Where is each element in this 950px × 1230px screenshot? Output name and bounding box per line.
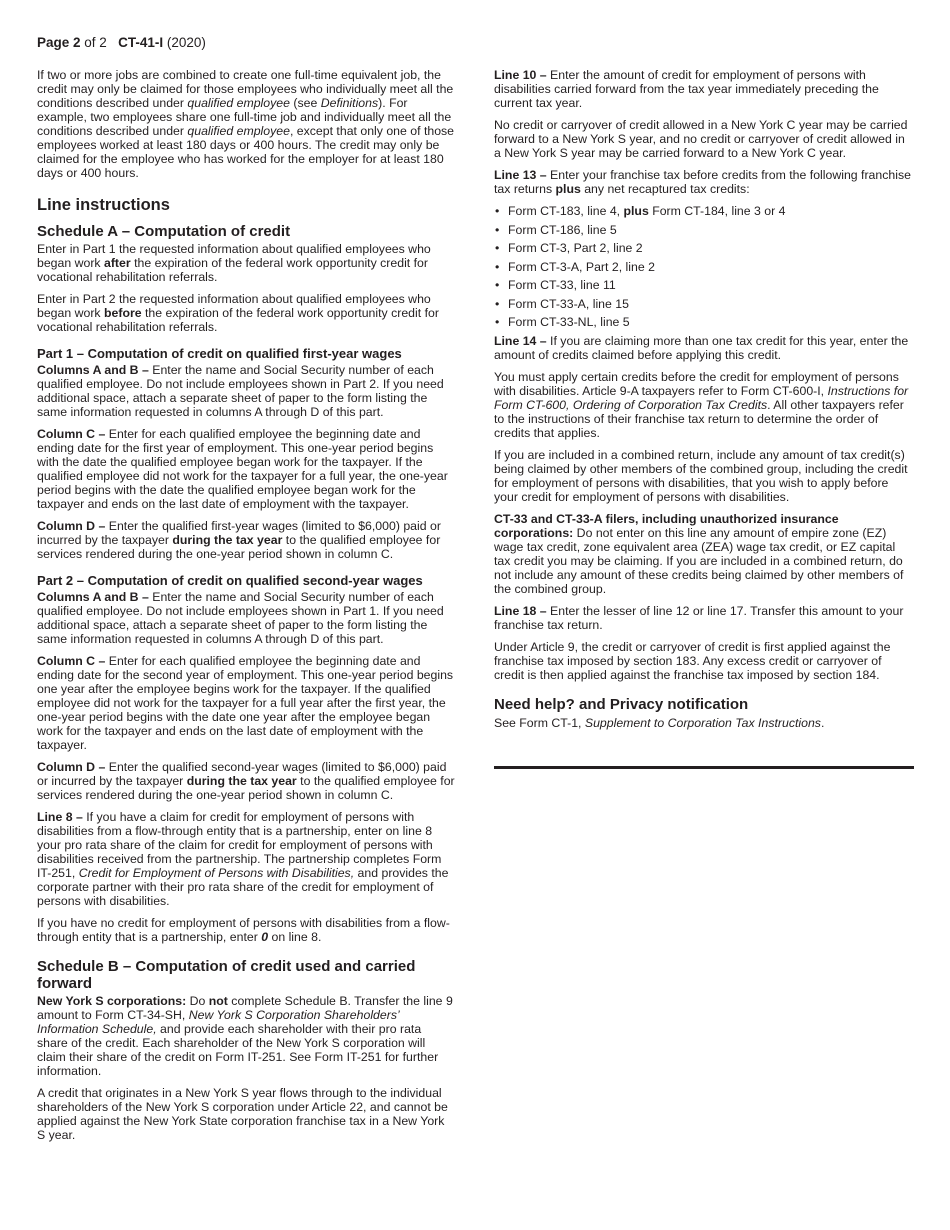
- schedule-a-heading: Schedule A – Computation of credit: [37, 223, 291, 240]
- section-divider: [494, 766, 914, 769]
- intro-paragraph: If two or more jobs are combined to create one full-time equivalent job, the credit may only be claimed for those employees who individually meet all the conditions described under qualified employee (see Definitions). For example, two employees share one full-time job and individually meet all the conditions described under qualified employee, except that only one of those employees worked at least 180 days or 400 hours. The credit may only be claimed for the employee who has worked for the employer for at least 180 days or 400 hours.: [37, 68, 455, 180]
- ct33-filers-paragraph: CT-33 and CT-33-A filers, including unauthorized insurance corporations: Do not enter on this line any amount of empire zone (EZ) wage tax credit, zone equivalent area (ZEA) wage tax credit, or EZ capital tax credit you may be claiming. If you are included in a combined return, do not include any amount of these credits being claimed by other members of the combined group.: [494, 512, 904, 596]
- line18-instruction: Line 18 – Enter the lesser of line 12 or line 17. Transfer this amount to your franchise tax return.: [494, 604, 904, 632]
- part1-column-d: Column D – Enter the qualified first-year wages (limited to $6,000) paid or incurred by the taxpayer during the tax year to the qualified employee for services rendered during the one-year period shown in column C.: [37, 519, 441, 561]
- form-id: CT-41-I: [118, 35, 164, 50]
- franchise-forms-list: [494, 204, 914, 329]
- part2-column-c: Column C – Enter for each qualified employee the beginning date and ending date for the second year of employment. This one-year period begins one year after the employee begins work for the taxpayer. If the qualified employee did not work for the taxpayer for a full year after the first year, the one-year period begins with the date one year after the employee began work for the taxpayer and ends on the last date of employment with the taxpayer.: [37, 654, 454, 752]
- part2-column-d: Column D – Enter the qualified second-year wages (limited to $6,000) paid or incurred by the taxpayer during the tax year to the qualified employee for services rendered during the one-year period shown in column C.: [37, 760, 455, 802]
- part2-heading: Part 2 – Computation of credit on qualified second-year wages: [37, 573, 423, 588]
- line8-instruction: Line 8 – If you have a claim for credit for employment of persons with disabilities from a flow-through entity that is a partnership, enter on line 8 your pro rata share of the claim for credit for employment of persons with disabilities received from the partnership. The partnership completes Form IT-251, Credit for Employment of Persons with Disabilities, and provides the corporate partner with their pro rata share of the credit for employment of persons with disabilities.: [37, 810, 449, 908]
- right-column: [494, 68, 914, 769]
- flow-through-paragraph: A credit that originates in a New York S year flows through to the individual shareholders of the New York S corporation under Article 22, and cannot be applied against the New York State corporation franchise tax in a New York S year.: [37, 1086, 448, 1142]
- page-total: of 2: [80, 35, 107, 50]
- list-item: • Form CT-33, line 11: [494, 278, 914, 292]
- schedule-a-part2-text: Enter in Part 2 the requested information about qualified employees who began work before the expiration of the federal work opportunity credit for vocational rehabilitation referrals.: [37, 292, 439, 334]
- need-help-text: See Form CT-1, Supplement to Corporation Tax Instructions.: [494, 716, 825, 730]
- list-item: • Form CT-33-NL, line 5: [494, 315, 914, 329]
- list-item: • Form CT-3-A, Part 2, line 2: [494, 260, 914, 274]
- schedule-b-heading: Schedule B – Computation of credit used and carried forward: [37, 958, 416, 992]
- no-credit-paragraph: If you have no credit for employment of persons with disabilities from a flow-through entity that is a partnership, enter 0 on line 8.: [37, 916, 450, 944]
- page-number: Page 2: [37, 35, 81, 50]
- line10-instruction: Line 10 – Enter the amount of credit for employment of persons with disabilities carried forward from the tax year immediately preceding the current tax year.: [494, 68, 879, 110]
- combined-return-paragraph: If you are included in a combined return, include any amount of tax credit(s) being claimed by other members of the combined group, including the credit for employment of persons with disabilities, that you wish to apply before your credit for employment of persons with disabilities.: [494, 448, 908, 504]
- ny-s-corporations-paragraph: New York S corporations: Do not complete Schedule B. Transfer the line 9 amount to Form CT-34-SH, New York S Corporation Shareholders’ Information Schedule, and provide each shareholder with their pro rata share of the credit. Each shareholder of the New York S corporation will claim their share of the credit on Form IT-251. See Form IT-251 for further information.: [37, 994, 453, 1078]
- schedule-a-part1-text: Enter in Part 1 the requested information about qualified employees who began work after the expiration of the federal work opportunity credit for vocational rehabilitation referrals.: [37, 242, 431, 284]
- line-instructions-heading: Line instructions: [37, 196, 170, 214]
- need-help-heading: Need help? and Privacy notification: [494, 696, 749, 713]
- part1-columns-ab: Columns A and B – Enter the name and Social Security number of each qualified employee. Do not include employees shown in Part 2. If you need additional space, attach a separate sheet of paper to the form listing the same information requested in columns A through D of this part.: [37, 363, 444, 419]
- form-year: (2020): [163, 35, 206, 50]
- list-item: • Form CT-186, line 5: [494, 223, 914, 237]
- line13-instruction: Line 13 – Enter your franchise tax before credits from the following franchise tax returns plus any net recaptured tax credits:: [494, 168, 911, 196]
- part2-columns-ab: Columns A and B – Enter the name and Social Security number of each qualified employee. Do not include employees shown in Part 1. If you need additional space, attach a separate sheet of paper to the form listing the same information requested in columns A through D of this part.: [37, 590, 444, 646]
- line14-instruction: Line 14 – If you are claiming more than one tax credit for this year, enter the amount of credits claimed before applying this credit.: [494, 334, 909, 362]
- list-item: • Form CT-3, Part 2, line 2: [494, 241, 914, 255]
- part1-column-c: Column C – Enter for each qualified employee the beginning date and ending date for the first year of employment. This one-year period begins with the date the qualified employee began work for the taxpayer. If the qualified employee did not work for the taxpayer for a full year, the one-year period begins with the date the qualified employee began work for the taxpayer and ends on the last date of employment with the taxpayer.: [37, 427, 448, 511]
- carryover-paragraph: No credit or carryover of credit allowed in a New York C year may be carried forward to a New York S year, and no credit or carryover of credit allowed in a New York S year may be carried forward to a New York C year.: [494, 118, 908, 160]
- left-column: [37, 68, 455, 1150]
- part1-heading: Part 1 – Computation of credit on qualified first-year wages: [37, 346, 402, 361]
- article9-paragraph: Under Article 9, the credit or carryover of credit is first applied against the franchise tax imposed by section 183. Any excess credit or carryover of credit is then applied against the franchise tax imposed by section 184.: [494, 640, 891, 682]
- list-item: • Form CT-33-A, line 15: [494, 297, 914, 311]
- list-item: • Form CT-183, line 4, plus Form CT-184, line 3 or 4: [494, 204, 914, 218]
- page-header: [37, 36, 206, 50]
- credit-order-paragraph: You must apply certain credits before the credit for employment of persons with disabilities. Article 9-A taxpayers refer to Form CT-600-I, Instructions for Form CT-600, Ordering of Corporation Tax Credits. All other taxpayers refer to the instructions of their franchise tax return to determine the order of credits that applies.: [494, 370, 909, 440]
